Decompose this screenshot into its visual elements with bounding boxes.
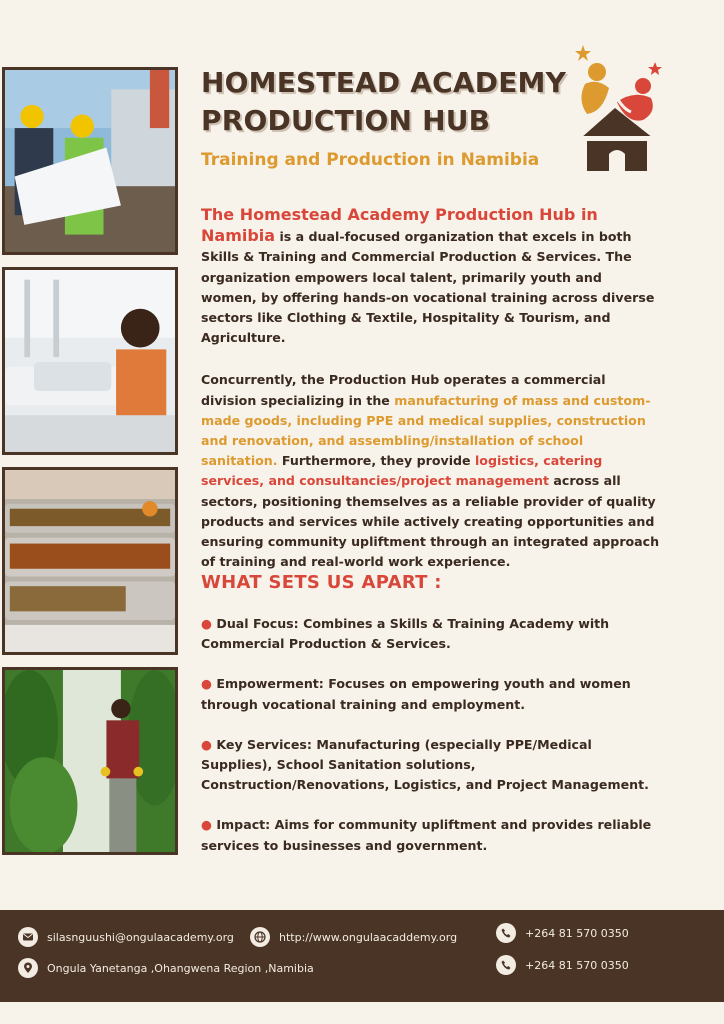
production-highlight-gold: manufacturing of mass and custom-made goods, including PPE and medical supplies, construction and renovation, and assembling/installation of school sanitation. [201,392,651,469]
address-text: Ongula Yanetanga ,Ohangwena Region ,Namibia [47,961,314,975]
globe-icon [250,927,270,947]
phone-icon [496,923,516,943]
location-pin-icon [18,958,38,978]
catering-buffet-photo [2,467,178,655]
engineers-blueprint-photo [2,67,178,255]
page-title: HOMESTEAD ACADEMY PRODUCTION HUB [201,66,567,137]
production-paragraph [201,370,661,572]
production-highlight-red: logistics, catering services, and consultancies/project management [201,453,603,489]
apart-list [201,614,661,876]
pepper-farm-photo [2,667,178,855]
email-icon [18,927,38,947]
page-subtitle: Training and Production in Namibia [201,150,540,170]
email-link[interactable]: silasnguushi@ongulaacademy.org [47,930,234,944]
bullet-icon: ● [201,736,217,752]
production-text-c: across all sectors, positioning themselves as a reliable provider of quality products and services while actively creating opportunities and ensuring community upliftment through an integrated approach of training and real-world work experience. [201,473,660,570]
footer-phone-2[interactable] [496,955,629,975]
phone-number-2[interactable]: +264 81 570 0350 [525,958,629,972]
footer-phone-1[interactable] [496,923,629,943]
website-link[interactable]: http://www.ongulaacaddemy.org [279,930,458,944]
list-item [201,815,661,855]
bullet-icon: ● [201,676,217,692]
production-text-b: Furthermore, they provide [277,453,475,469]
sewing-machine-photo [2,267,178,455]
footer-address [18,958,314,978]
list-item-text: Empowerment: Focuses on empowering youth and women through vocational training and employment. [201,676,631,712]
footer-email[interactable] [18,927,234,947]
section-heading-apart: WHAT SETS US APART : [201,572,442,593]
intro-text [201,205,661,572]
list-item-text: Impact: Aims for community upliftment and provides reliable services to businesses and government. [201,817,652,853]
production-text-a: Concurrently, the Production Hub operates a commercial division specializing in the [201,372,606,408]
bullet-icon: ● [201,817,217,833]
list-item [201,735,661,796]
list-item [201,674,661,714]
phone-icon [496,955,516,975]
list-item-text: Key Services: Manufacturing (especially PPE/Medical Supplies), School Sanitation solutions, Construction/Renovations, Logistics, and Project Management. [201,736,649,793]
intro-paragraph [201,205,661,348]
bullet-icon: ● [201,616,217,631]
list-item-text: Dual Focus: Combines a Skills & Training Academy with Commercial Production & Services. [201,616,610,652]
list-item [201,614,661,654]
intro-lead: The Homestead Academy Production Hub in Namibia [201,205,598,246]
contact-footer [0,910,724,1002]
phone-number-1[interactable]: +264 81 570 0350 [525,926,629,940]
homestead-logo-icon [573,42,665,174]
intro-text-1: is a dual-focused organization that excels in both Skills & Training and Commercial Production & Services. The organization empowers local talent, primarily youth and women, by offering hands-on vocational training across diverse sectors like Clothing & Textile, Hospitality & Tourism, and Agriculture. [201,229,655,346]
footer-website[interactable] [250,927,457,947]
